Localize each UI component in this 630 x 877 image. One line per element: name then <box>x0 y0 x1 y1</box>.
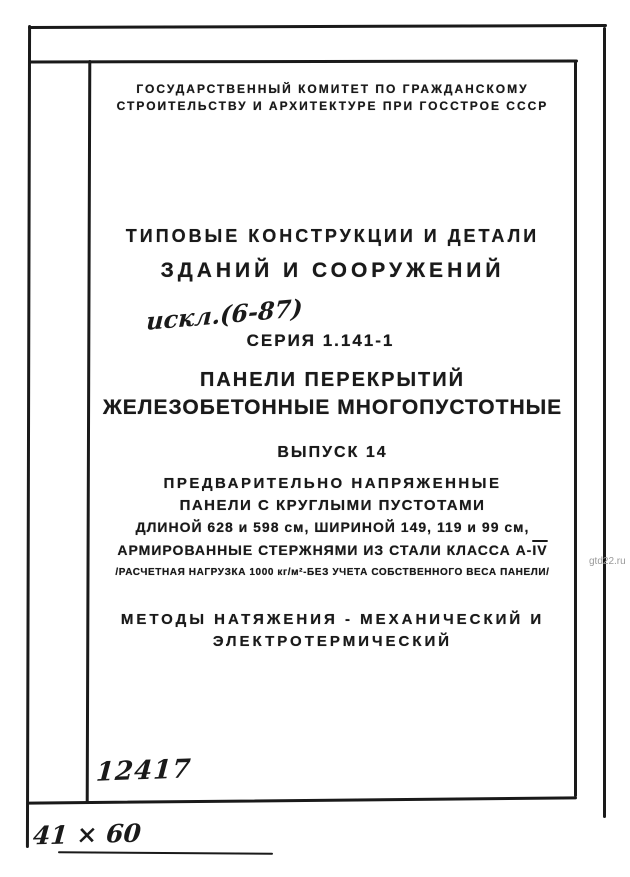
subject-line-1: ПАНЕЛИ ПЕРЕКРЫТИЙ <box>199 369 466 391</box>
spec-line-2: ПАНЕЛИ С КРУГЛЫМИ ПУСТОТАМИ <box>179 497 486 514</box>
outer-frame-top-line <box>28 24 607 29</box>
outer-frame-left-line <box>26 25 31 848</box>
series-label: СЕРИЯ 1.141-1 <box>246 331 395 350</box>
methods-line-1: МЕТОДЫ НАТЯЖЕНИЯ - МЕХАНИЧЕСКИЙ И <box>120 611 545 628</box>
format-note-underline <box>58 851 273 855</box>
header-strip-line <box>28 60 578 64</box>
spec-line-3: ДЛИНОЙ 628 и 598 см, ШИРИНОЙ 149, 119 и 99 см, <box>135 519 530 535</box>
issue-label: ВЫПУСК 14 <box>277 444 388 461</box>
frame-bottom-line <box>28 796 577 804</box>
committee-line-2: СТРОИТЕЛЬСТВУ И АРХИТЕКТУРЕ ПРИ ГОССТРОЕ СССР <box>116 99 549 113</box>
committee-header <box>88 81 577 115</box>
document-title-line-2: ЗДАНИЙ И СООРУЖЕНИЙ <box>160 259 505 282</box>
handwritten-inventory-number: 12417 <box>94 754 193 788</box>
spec-load-note: /РАСЧЕТНАЯ НАГРУЗКА 1000 кг/м²-БЕЗ УЧЕТА СОБСТВЕННОГО ВЕСА ПАНЕЛИ/ <box>115 567 550 578</box>
document-title-line-1: ТИПОВЫЕ КОНСТРУКЦИИ И ДЕТАЛИ <box>125 226 540 246</box>
methods-line-2: ЭЛЕКТРОТЕРМИЧЕСКИЙ <box>212 633 453 650</box>
steel-class-mark: $\overline{IV}$ <box>532 542 548 558</box>
committee-line-1: ГОСУДАРСТВЕННЫЙ КОМИТЕТ ПО ГРАЖДАНСКОМУ <box>136 82 529 96</box>
handwritten-exclusion-note: искл.(6-87) <box>145 293 304 336</box>
watermark: gtd22.ru <box>589 556 626 567</box>
spec-line-1: ПРЕДВАРИТЕЛЬНО НАПРЯЖЕННЫЕ <box>163 475 502 492</box>
subject-line-2: ЖЕЛЕЗОБЕТОННЫЕ МНОГОПУСТОТНЫЕ <box>102 396 563 419</box>
spec-line-4 <box>88 542 577 558</box>
handwritten-format-note: 41 × 60 <box>31 818 143 851</box>
spec-line-4-text: АРМИРОВАННЫЕ СТЕРЖНЯМИ ИЗ СТАЛИ КЛАССА А- <box>117 542 533 558</box>
outer-frame-right-line <box>603 27 606 818</box>
inner-frame-right-line <box>574 60 577 797</box>
inner-frame-left-line <box>86 60 92 803</box>
